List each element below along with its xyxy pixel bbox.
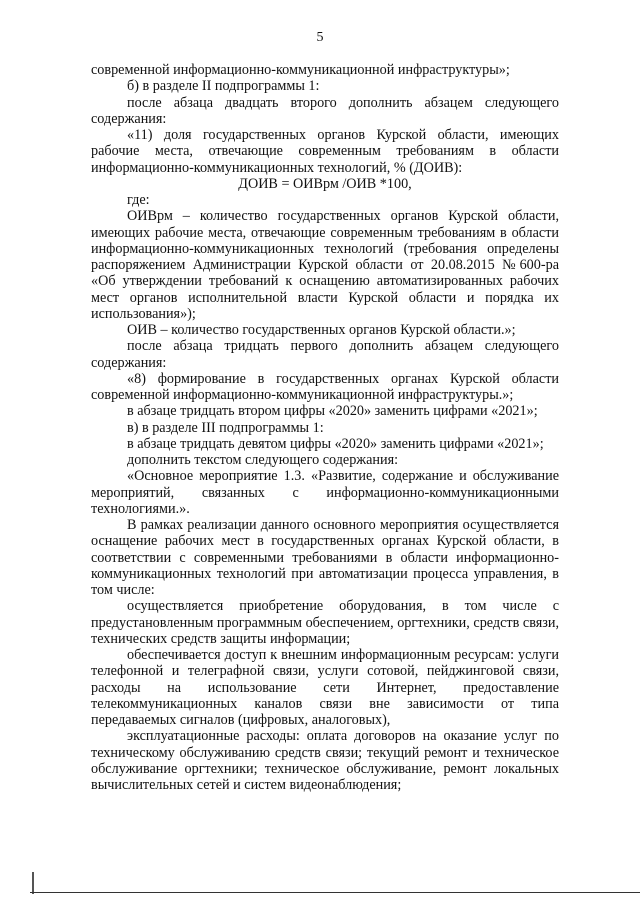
body-paragraph: в) в разделе III подпрограммы 1: [127,419,324,436]
scan-corner-mark [32,872,34,894]
body-paragraph: дополнить текстом следующего содержания: [127,452,399,468]
body-paragraph: б) в разделе II подпрограммы 1: [127,78,320,95]
body-paragraph: «11) доля государственных органов Курской области, имеющих рабочие места, отвечающие современным требованиям в области информационно-коммуникационных технологий, % (ДОИВ): [91,127,559,176]
body-paragraph: в абзаце тридцать девятом цифры «2020» заменить цифрами «2021»; [127,435,544,452]
body-paragraph: эксплуатационные расходы: оплата договоров на оказание услуг по техническому обслуживанию средств связи; текущий ремонт и техническое обслуживание оргтехники; техническое обслуживание, ремонт локальных вычислительных сетей и систем видеонаблюдения; [91,728,559,793]
body-paragraph: осуществляется приобретение оборудования, в том числе с предустановленным программным обеспечением, оргтехники, средств связи, технических средств защиты информации; [91,598,559,647]
formula-line: ДОИВ = ОИВрм /ОИВ *100, [238,175,412,192]
scan-bottom-edge [30,892,640,893]
page-number: 5 [316,30,324,45]
body-paragraph: ОИВ – количество государственных органов Курской области.»; [127,322,516,338]
body-paragraph: где: [127,192,150,208]
body-paragraph: обеспечивается доступ к внешним информационным ресурсам: услуги телефонной и телеграфной связи, услуги сотовой, пейджинговой связи, расходы на использование сети Интернет, предоставление телекоммуникационных каналов связи вне зависимости от типа передаваемых сигналов (цифровых, аналоговых), [91,647,559,728]
body-paragraph: ОИВрм – количество государственных органов Курской области, имеющих рабочие места, отвечающие современным требованиям в области информационно-коммуникационных технологий (требования определены распоряжением Администрации Курской области от 20.08.2015 №600-ра «Об утверждении требований к оснащению автоматизированных рабочих мест органов исполнительной власти Курской области и порядка их использования»); [91,208,559,322]
body-paragraph: после абзаца двадцать второго дополнить абзацем следующего содержания: [91,94,559,127]
document-body [91,62,559,793]
body-paragraph: после абзаца тридцать первого дополнить абзацем следующего содержания: [91,338,559,371]
body-paragraph: «8) формирование в государственных органах Курской области современной информационно-коммуникационной инфраструктуры.»; [91,370,559,403]
body-paragraph: В рамках реализации данного основного мероприятия осуществляется оснащение рабочих мест в государственных органах Курской области, в соответствии с современными требованиями в области информационно-коммуникационных технологий при автоматизации процесса управления, в том числе: [91,517,559,598]
body-paragraph: современной информационно-коммуникационной инфраструктуры»; [91,62,510,78]
body-paragraph: «Основное мероприятие 1.3. «Развитие, содержание и обслуживание мероприятий, связанных с информационно-коммуникационными технологиями.». [91,468,559,517]
body-paragraph: в абзаце тридцать втором цифры «2020» заменить цифрами «2021»; [127,403,538,420]
